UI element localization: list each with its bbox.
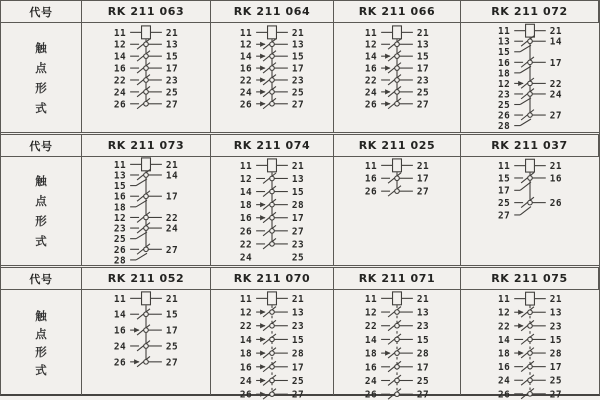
contact-schematic xyxy=(211,23,333,132)
svg-text:16: 16 xyxy=(364,63,378,75)
svg-text:26: 26 xyxy=(113,357,127,369)
svg-text:25: 25 xyxy=(416,87,430,99)
svg-text:26: 26 xyxy=(498,389,511,400)
svg-text:22: 22 xyxy=(239,321,253,333)
svg-text:21: 21 xyxy=(165,159,179,171)
table-band-1 xyxy=(1,1,599,135)
svg-text:23: 23 xyxy=(165,75,179,87)
svg-text:25: 25 xyxy=(291,252,305,264)
svg-text:28: 28 xyxy=(549,348,562,360)
svg-text:15: 15 xyxy=(498,47,511,59)
schematic-cell xyxy=(211,23,334,132)
model-title: RK 211 052 xyxy=(82,268,211,290)
svg-text:12: 12 xyxy=(364,39,378,51)
contact-schematic xyxy=(211,290,333,400)
label-char: 形 xyxy=(35,80,47,95)
svg-text:24: 24 xyxy=(364,87,378,99)
contact-schematic xyxy=(211,157,333,265)
svg-text:26: 26 xyxy=(239,99,253,111)
svg-text:15: 15 xyxy=(498,173,511,185)
contact-schematic xyxy=(334,290,460,400)
svg-text:14: 14 xyxy=(549,36,562,48)
table-band-2 xyxy=(1,135,599,268)
svg-text:12: 12 xyxy=(113,212,127,224)
svg-text:28: 28 xyxy=(291,200,305,212)
svg-text:21: 21 xyxy=(291,160,305,172)
svg-text:25: 25 xyxy=(416,375,430,387)
svg-text:13: 13 xyxy=(498,36,511,48)
label-char: 形 xyxy=(35,344,47,359)
svg-text:18: 18 xyxy=(364,348,378,360)
model-title: RK 211 072 xyxy=(461,1,599,23)
svg-text:16: 16 xyxy=(113,325,127,337)
svg-text:11: 11 xyxy=(498,26,511,38)
svg-text:27: 27 xyxy=(416,99,430,111)
svg-text:16: 16 xyxy=(239,362,253,374)
svg-text:16: 16 xyxy=(113,191,127,203)
svg-text:24: 24 xyxy=(113,341,127,353)
svg-text:27: 27 xyxy=(291,389,305,400)
svg-text:21: 21 xyxy=(165,293,179,305)
svg-text:27: 27 xyxy=(291,99,305,111)
svg-text:23: 23 xyxy=(549,321,562,333)
svg-text:13: 13 xyxy=(165,39,179,51)
svg-text:18: 18 xyxy=(239,200,253,212)
svg-text:21: 21 xyxy=(416,293,430,305)
schematic-cell xyxy=(211,157,334,265)
svg-text:14: 14 xyxy=(239,334,253,346)
svg-text:24: 24 xyxy=(549,89,562,101)
svg-text:14: 14 xyxy=(165,170,179,182)
svg-text:25: 25 xyxy=(165,341,179,353)
svg-text:15: 15 xyxy=(291,187,305,199)
svg-text:22: 22 xyxy=(364,75,378,87)
code-header: 代号 xyxy=(1,268,82,290)
svg-text:11: 11 xyxy=(239,293,253,305)
svg-text:23: 23 xyxy=(291,239,305,251)
svg-text:28: 28 xyxy=(498,121,511,133)
contact-schematic xyxy=(334,23,460,132)
svg-text:17: 17 xyxy=(416,173,430,185)
svg-text:13: 13 xyxy=(549,307,562,319)
svg-text:16: 16 xyxy=(498,57,511,69)
svg-text:15: 15 xyxy=(291,334,305,346)
svg-text:12: 12 xyxy=(498,78,511,90)
svg-text:27: 27 xyxy=(165,99,179,111)
schematic-cell xyxy=(461,290,599,400)
svg-text:26: 26 xyxy=(364,186,378,198)
svg-text:24: 24 xyxy=(498,375,511,387)
model-title: RK 211 064 xyxy=(211,1,334,23)
contact-schematic xyxy=(461,290,599,400)
svg-text:18: 18 xyxy=(498,68,511,80)
table-band-3 xyxy=(1,268,599,400)
svg-text:14: 14 xyxy=(364,51,378,63)
model-title: RK 211 037 xyxy=(461,135,599,157)
svg-text:17: 17 xyxy=(549,362,562,374)
svg-text:16: 16 xyxy=(239,63,253,75)
svg-text:11: 11 xyxy=(239,27,253,39)
svg-text:22: 22 xyxy=(364,321,378,333)
svg-text:18: 18 xyxy=(239,348,253,360)
svg-text:13: 13 xyxy=(113,170,127,182)
contact-schematic xyxy=(461,157,599,265)
svg-text:18: 18 xyxy=(113,202,127,214)
label-char: 触 xyxy=(35,174,47,188)
svg-text:14: 14 xyxy=(113,309,127,321)
svg-text:25: 25 xyxy=(165,87,179,99)
svg-text:22: 22 xyxy=(498,321,511,333)
svg-text:17: 17 xyxy=(549,57,562,69)
schematic-cell xyxy=(82,157,211,265)
model-title: RK 211 073 xyxy=(82,135,211,157)
svg-text:26: 26 xyxy=(239,226,253,238)
label-char: 触 xyxy=(35,40,47,55)
code-header: 代号 xyxy=(1,135,82,157)
svg-text:17: 17 xyxy=(291,63,305,75)
svg-text:23: 23 xyxy=(498,89,511,101)
contact-form-label xyxy=(1,290,82,395)
label-char: 形 xyxy=(35,214,47,228)
svg-text:12: 12 xyxy=(113,39,127,51)
svg-text:11: 11 xyxy=(239,160,253,172)
svg-text:22: 22 xyxy=(113,75,127,87)
svg-text:24: 24 xyxy=(239,252,253,264)
label-char: 式 xyxy=(35,100,47,115)
svg-text:26: 26 xyxy=(549,198,562,210)
svg-text:28: 28 xyxy=(113,255,127,267)
svg-text:16: 16 xyxy=(364,173,378,185)
svg-text:12: 12 xyxy=(239,39,253,51)
svg-text:11: 11 xyxy=(113,27,127,39)
svg-text:11: 11 xyxy=(364,27,378,39)
label-char: 点 xyxy=(35,60,47,75)
svg-text:21: 21 xyxy=(416,160,430,172)
model-title: RK 211 066 xyxy=(334,1,461,23)
svg-text:26: 26 xyxy=(364,99,378,111)
svg-text:15: 15 xyxy=(416,334,430,346)
svg-text:26: 26 xyxy=(113,99,127,111)
svg-text:15: 15 xyxy=(291,51,305,63)
svg-text:15: 15 xyxy=(113,181,127,193)
svg-text:23: 23 xyxy=(416,321,430,333)
svg-text:27: 27 xyxy=(498,210,511,222)
contact-schematic xyxy=(82,290,210,395)
label-char: 点 xyxy=(35,194,47,208)
svg-text:13: 13 xyxy=(416,39,430,51)
svg-text:14: 14 xyxy=(113,51,127,63)
svg-text:22: 22 xyxy=(239,75,253,87)
svg-text:24: 24 xyxy=(239,375,253,387)
svg-text:21: 21 xyxy=(416,27,430,39)
svg-text:27: 27 xyxy=(291,226,305,238)
contact-form-label xyxy=(1,23,82,132)
svg-text:23: 23 xyxy=(113,223,127,235)
svg-text:14: 14 xyxy=(498,334,511,346)
svg-text:12: 12 xyxy=(239,173,253,185)
label-char: 点 xyxy=(35,326,47,341)
contact-schematic xyxy=(461,23,599,132)
svg-text:23: 23 xyxy=(291,321,305,333)
svg-text:26: 26 xyxy=(498,110,511,122)
schematic-cell xyxy=(82,23,211,132)
svg-text:16: 16 xyxy=(498,362,511,374)
svg-text:16: 16 xyxy=(364,362,378,374)
svg-text:25: 25 xyxy=(113,234,127,246)
contact-schematic xyxy=(334,157,460,265)
svg-text:16: 16 xyxy=(239,213,253,225)
svg-text:21: 21 xyxy=(165,27,179,39)
svg-text:26: 26 xyxy=(113,244,127,256)
svg-text:17: 17 xyxy=(416,63,430,75)
contact-schematic xyxy=(82,23,210,132)
svg-text:26: 26 xyxy=(364,389,378,400)
svg-text:12: 12 xyxy=(498,307,511,319)
model-title: RK 211 071 xyxy=(334,268,461,290)
svg-text:22: 22 xyxy=(549,78,562,90)
svg-text:13: 13 xyxy=(291,307,305,319)
svg-text:25: 25 xyxy=(498,198,511,210)
svg-text:25: 25 xyxy=(291,87,305,99)
schematic-cell xyxy=(334,23,461,132)
svg-text:11: 11 xyxy=(498,294,511,306)
schematic-cell xyxy=(461,157,599,265)
svg-text:12: 12 xyxy=(239,307,253,319)
label-char: 式 xyxy=(35,362,47,377)
schematic-cell xyxy=(334,290,461,400)
svg-text:21: 21 xyxy=(291,27,305,39)
svg-text:13: 13 xyxy=(291,173,305,185)
schematic-cell xyxy=(82,290,211,395)
code-header: 代号 xyxy=(1,1,82,23)
svg-text:27: 27 xyxy=(165,244,179,256)
svg-text:25: 25 xyxy=(549,375,562,387)
svg-text:14: 14 xyxy=(239,51,253,63)
schematic-cell xyxy=(211,290,334,400)
svg-text:15: 15 xyxy=(165,51,179,63)
contact-form-label xyxy=(1,157,82,265)
svg-text:24: 24 xyxy=(239,87,253,99)
svg-text:21: 21 xyxy=(291,293,305,305)
svg-text:27: 27 xyxy=(165,357,179,369)
svg-text:22: 22 xyxy=(165,212,179,224)
svg-text:25: 25 xyxy=(291,375,305,387)
svg-text:17: 17 xyxy=(165,191,179,203)
svg-text:11: 11 xyxy=(364,160,378,172)
svg-text:17: 17 xyxy=(291,362,305,374)
svg-text:22: 22 xyxy=(239,239,253,251)
svg-text:17: 17 xyxy=(498,185,511,197)
svg-text:28: 28 xyxy=(291,348,305,360)
svg-text:16: 16 xyxy=(549,173,562,185)
svg-text:21: 21 xyxy=(549,294,562,306)
schematic-cell xyxy=(461,23,599,132)
schematic-cell xyxy=(334,157,461,265)
contact-schematic xyxy=(82,157,210,265)
svg-text:25: 25 xyxy=(498,99,511,111)
label-char: 式 xyxy=(35,234,47,248)
model-title: RK 211 070 xyxy=(211,268,334,290)
svg-text:14: 14 xyxy=(364,334,378,346)
svg-text:21: 21 xyxy=(549,26,562,38)
svg-text:13: 13 xyxy=(416,307,430,319)
svg-text:27: 27 xyxy=(549,110,562,122)
svg-text:21: 21 xyxy=(549,161,562,173)
svg-text:26: 26 xyxy=(239,389,253,400)
svg-text:24: 24 xyxy=(113,87,127,99)
svg-text:24: 24 xyxy=(165,223,179,235)
svg-text:15: 15 xyxy=(165,309,179,321)
svg-text:23: 23 xyxy=(416,75,430,87)
model-title: RK 211 075 xyxy=(461,268,599,290)
svg-text:11: 11 xyxy=(364,293,378,305)
svg-text:17: 17 xyxy=(165,325,179,337)
svg-text:18: 18 xyxy=(498,348,511,360)
svg-text:28: 28 xyxy=(416,348,430,360)
svg-text:23: 23 xyxy=(291,75,305,87)
svg-text:27: 27 xyxy=(416,389,430,400)
svg-text:12: 12 xyxy=(364,307,378,319)
model-title: RK 211 025 xyxy=(334,135,461,157)
svg-text:14: 14 xyxy=(239,187,253,199)
svg-text:27: 27 xyxy=(416,186,430,198)
svg-text:11: 11 xyxy=(113,159,127,171)
svg-text:17: 17 xyxy=(165,63,179,75)
svg-text:16: 16 xyxy=(113,63,127,75)
svg-text:27: 27 xyxy=(549,389,562,400)
svg-text:13: 13 xyxy=(291,39,305,51)
svg-text:11: 11 xyxy=(113,293,127,305)
svg-text:15: 15 xyxy=(549,334,562,346)
model-title: RK 211 074 xyxy=(211,135,334,157)
svg-text:17: 17 xyxy=(291,213,305,225)
svg-text:15: 15 xyxy=(416,51,430,63)
svg-text:11: 11 xyxy=(498,161,511,173)
label-char: 触 xyxy=(35,308,47,323)
model-title: RK 211 063 xyxy=(82,1,211,23)
svg-text:24: 24 xyxy=(364,375,378,387)
svg-text:17: 17 xyxy=(416,362,430,374)
